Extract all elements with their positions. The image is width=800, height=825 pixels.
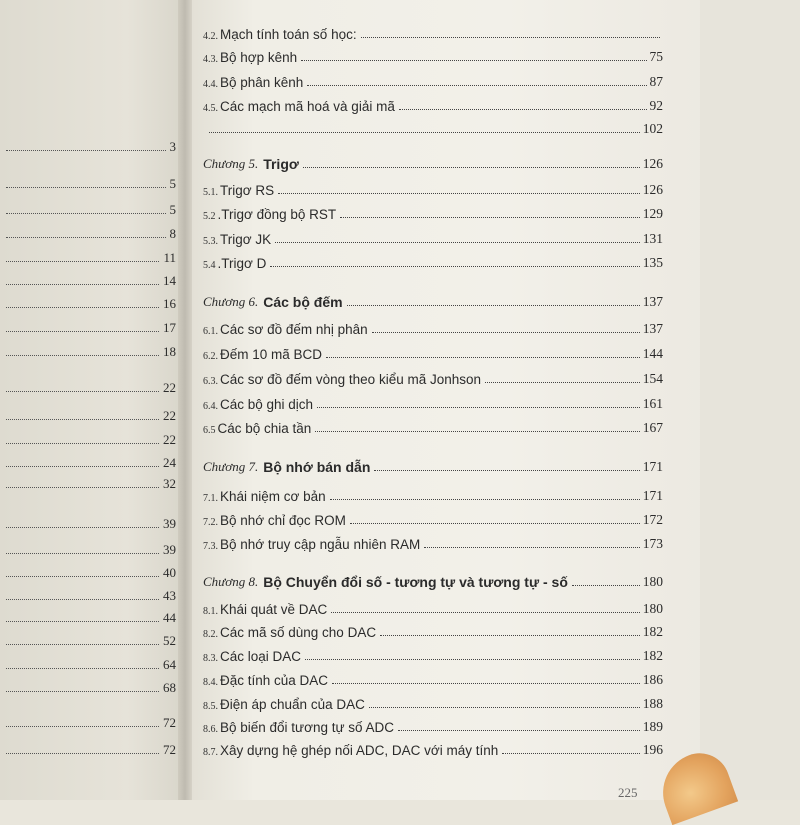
left-page-number: 14: [163, 273, 176, 288]
toc-chapter-row: Chương 8. Bộ Chuyển đổi số - tương tự và tương tự - số 180: [203, 574, 663, 590]
left-toc-row: [6, 472, 176, 492]
left-page-number: 32: [163, 476, 176, 491]
left-page-number: 39: [163, 542, 176, 557]
left-page-number: 18: [163, 344, 176, 359]
left-page-number: 5: [169, 176, 176, 191]
toc-row: 6.3. Các sơ đồ đếm vòng theo kiểu mã Jonhson 154: [203, 371, 663, 387]
toc-row: 8.1. Khái quát về DAC 180: [203, 601, 663, 617]
toc-row: 7.2. Bộ nhớ chỉ đọc ROM 172: [203, 512, 663, 528]
left-toc-row: [6, 711, 176, 731]
left-page-number: 44: [163, 610, 176, 625]
toc-row: 8.2. Các mã số dùng cho DAC 182: [203, 624, 663, 640]
left-page-number: 24: [163, 455, 176, 470]
left-toc-row: [6, 340, 176, 360]
left-toc-row: [6, 584, 176, 604]
book-spine: [178, 0, 192, 800]
toc-chapter-row: Chương 6. Các bộ đếm 137: [203, 294, 663, 310]
left-page-number: 22: [163, 432, 176, 447]
left-toc-row: [6, 172, 176, 192]
toc-row: 5.4 .Trigơ D 135: [203, 255, 663, 271]
left-page-number: 43: [163, 588, 176, 603]
toc-row: 5.3. Trigơ JK 131: [203, 231, 663, 247]
toc-row: 8.4. Đặc tính của DAC 186: [203, 672, 663, 688]
left-toc-row: [6, 404, 176, 424]
toc-row: 4.2. Mạch tính toán số học:: [203, 22, 663, 42]
page-number: 225: [618, 785, 638, 800]
left-toc-row: [6, 629, 176, 649]
toc-row: 6.4. Các bộ ghi dịch 161: [203, 396, 663, 412]
left-page-number: 39: [163, 516, 176, 531]
left-toc-row: [6, 606, 176, 626]
toc-row: 102: [203, 117, 663, 137]
left-page-number: 40: [163, 565, 176, 580]
left-page: [0, 0, 182, 800]
left-toc-row: [6, 246, 176, 266]
page-edge: [700, 0, 800, 800]
toc-row: 8.7. Xây dựng hệ ghép nối ADC, DAC với máy tính 196: [203, 742, 663, 758]
left-toc-row: [6, 222, 176, 242]
toc-row: 8.6. Bộ biến đổi tương tự số ADC 189: [203, 719, 663, 735]
left-toc-row: [6, 538, 176, 558]
toc-row: 8.3. Các loại DAC 182: [203, 648, 663, 664]
left-page-number: 11: [163, 250, 176, 265]
toc-row: 6.1. Các sơ đồ đếm nhị phân 137: [203, 321, 663, 337]
left-page-number: 72: [163, 742, 176, 757]
left-toc-row: [6, 292, 176, 312]
toc-row: 5.2 .Trigơ đồng bộ RST 129: [203, 206, 663, 222]
left-toc-row: [6, 376, 176, 396]
left-toc-row: [6, 428, 176, 448]
toc-row: 8.5. Điện áp chuẩn của DAC 188: [203, 696, 663, 712]
left-page-number: 52: [163, 633, 176, 648]
left-page-number: 8: [169, 226, 176, 241]
toc-row: 4.4. Bộ phân kênh 87: [203, 74, 663, 90]
left-page-number: 5: [169, 202, 176, 217]
toc-row: 5.1. Trigơ RS 126: [203, 182, 663, 198]
left-page-number: 16: [163, 296, 176, 311]
toc-row: 4.5. Các mạch mã hoá và giải mã 92: [203, 98, 663, 114]
left-toc-row: [6, 269, 176, 289]
left-toc-row: [6, 561, 176, 581]
left-page-number: 22: [163, 380, 176, 395]
toc-chapter-row: Chương 7. Bộ nhớ bán dẫn 171: [203, 459, 663, 475]
left-page-number: 3: [169, 139, 176, 154]
toc-row: 7.3. Bộ nhớ truy cập ngẫu nhiên RAM 173: [203, 536, 663, 552]
left-page-number: 72: [163, 715, 176, 730]
left-toc-row: [6, 198, 176, 218]
left-toc-row: [6, 676, 176, 696]
left-toc-row: [6, 316, 176, 336]
toc-row: 4.3. Bộ hợp kênh 75: [203, 49, 663, 65]
toc-row: 7.1. Khái niệm cơ bản 171: [203, 488, 663, 504]
left-page-number: 22: [163, 408, 176, 423]
left-toc-row: [6, 451, 176, 471]
left-page-number: 68: [163, 680, 176, 695]
left-toc-row: [6, 738, 176, 758]
left-page-number: 17: [163, 320, 176, 335]
toc-row: 6.2. Đếm 10 mã BCD 144: [203, 346, 663, 362]
left-toc-row: [6, 512, 176, 532]
left-toc-row: [6, 135, 176, 155]
toc-chapter-row: Chương 5. Trigơ 126: [203, 156, 663, 172]
toc-row: 6.5 Các bộ chia tần 167: [203, 420, 663, 436]
left-toc-row: [6, 653, 176, 673]
left-page-number: 64: [163, 657, 176, 672]
